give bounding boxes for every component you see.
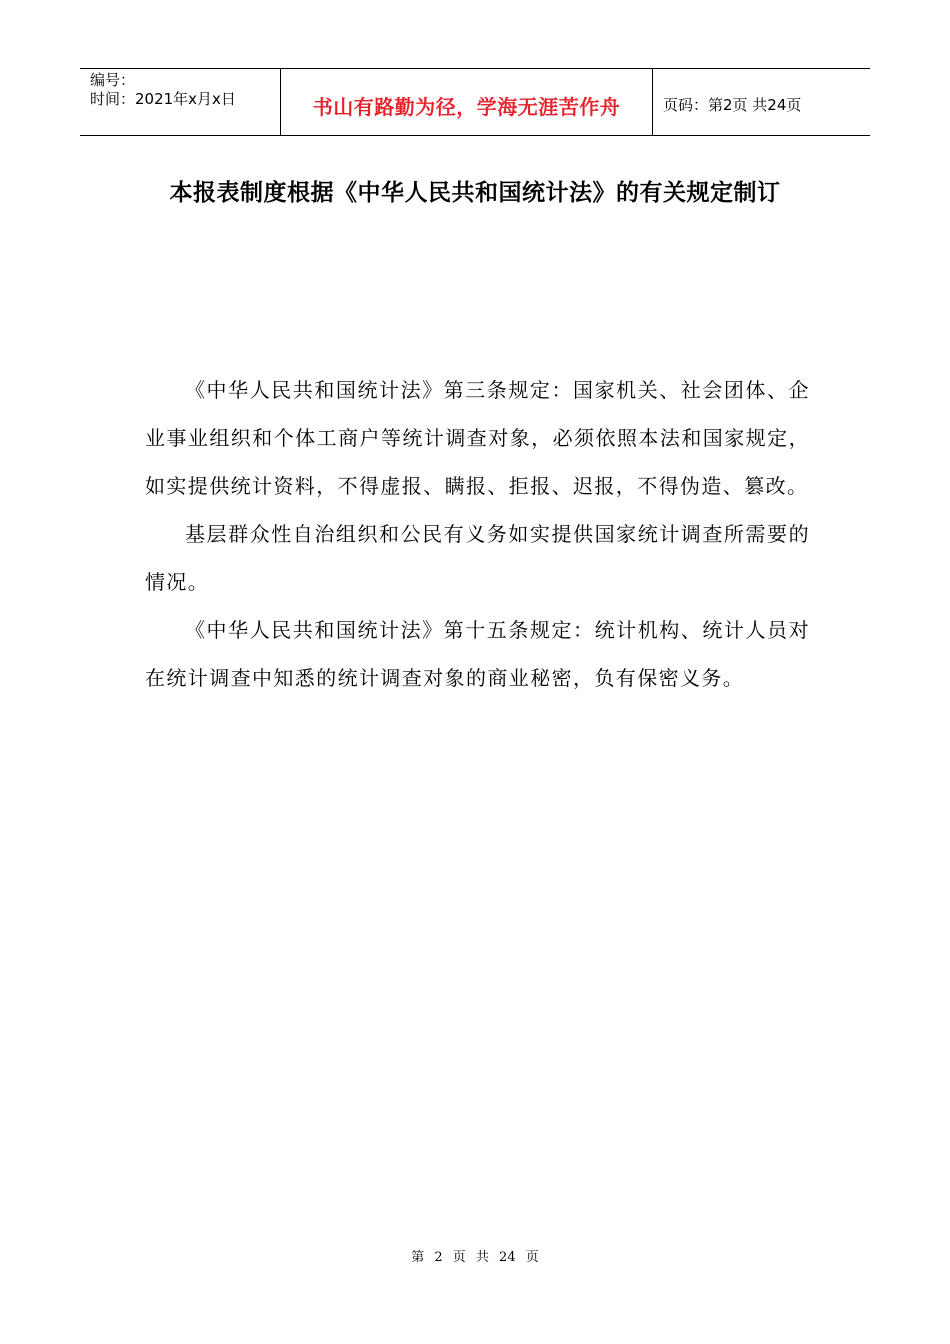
code-label: 编号： xyxy=(90,71,136,89)
time-label: 时间：2021年x月x日 xyxy=(90,90,236,108)
header-page-info xyxy=(653,69,870,135)
paragraph: 《中华人民共和国统计法》第三条规定：国家机关、社会团体、企业事业组织和个体工商户等统计调查对象，必须依照本法和国家规定，如实提供统计资料，不得虚报、瞒报、拒报、迟报，不得伪造、篡改。 xyxy=(145,378,810,498)
document-title: 本报表制度根据《中华人民共和国统计法》的有关规定制订 xyxy=(169,180,781,206)
motto-text: 书山有路勤为径，学海无涯苦作舟 xyxy=(312,94,621,119)
page-footer: 第 2 页 共 24 页 xyxy=(411,1250,539,1265)
header-motto-cell xyxy=(281,69,653,135)
page-header xyxy=(80,68,870,136)
page-info-text: 页码：第2页 共24页 xyxy=(663,95,802,114)
document-body xyxy=(145,366,810,702)
paragraph: 《中华人民共和国统计法》第十五条规定：统计机构、统计人员对在统计调查中知悉的统计调查对象的商业秘密，负有保密义务。 xyxy=(145,618,810,690)
paragraph: 基层群众性自治组织和公民有义务如实提供国家统计调查所需要的情况。 xyxy=(145,522,810,594)
header-meta xyxy=(80,69,281,135)
